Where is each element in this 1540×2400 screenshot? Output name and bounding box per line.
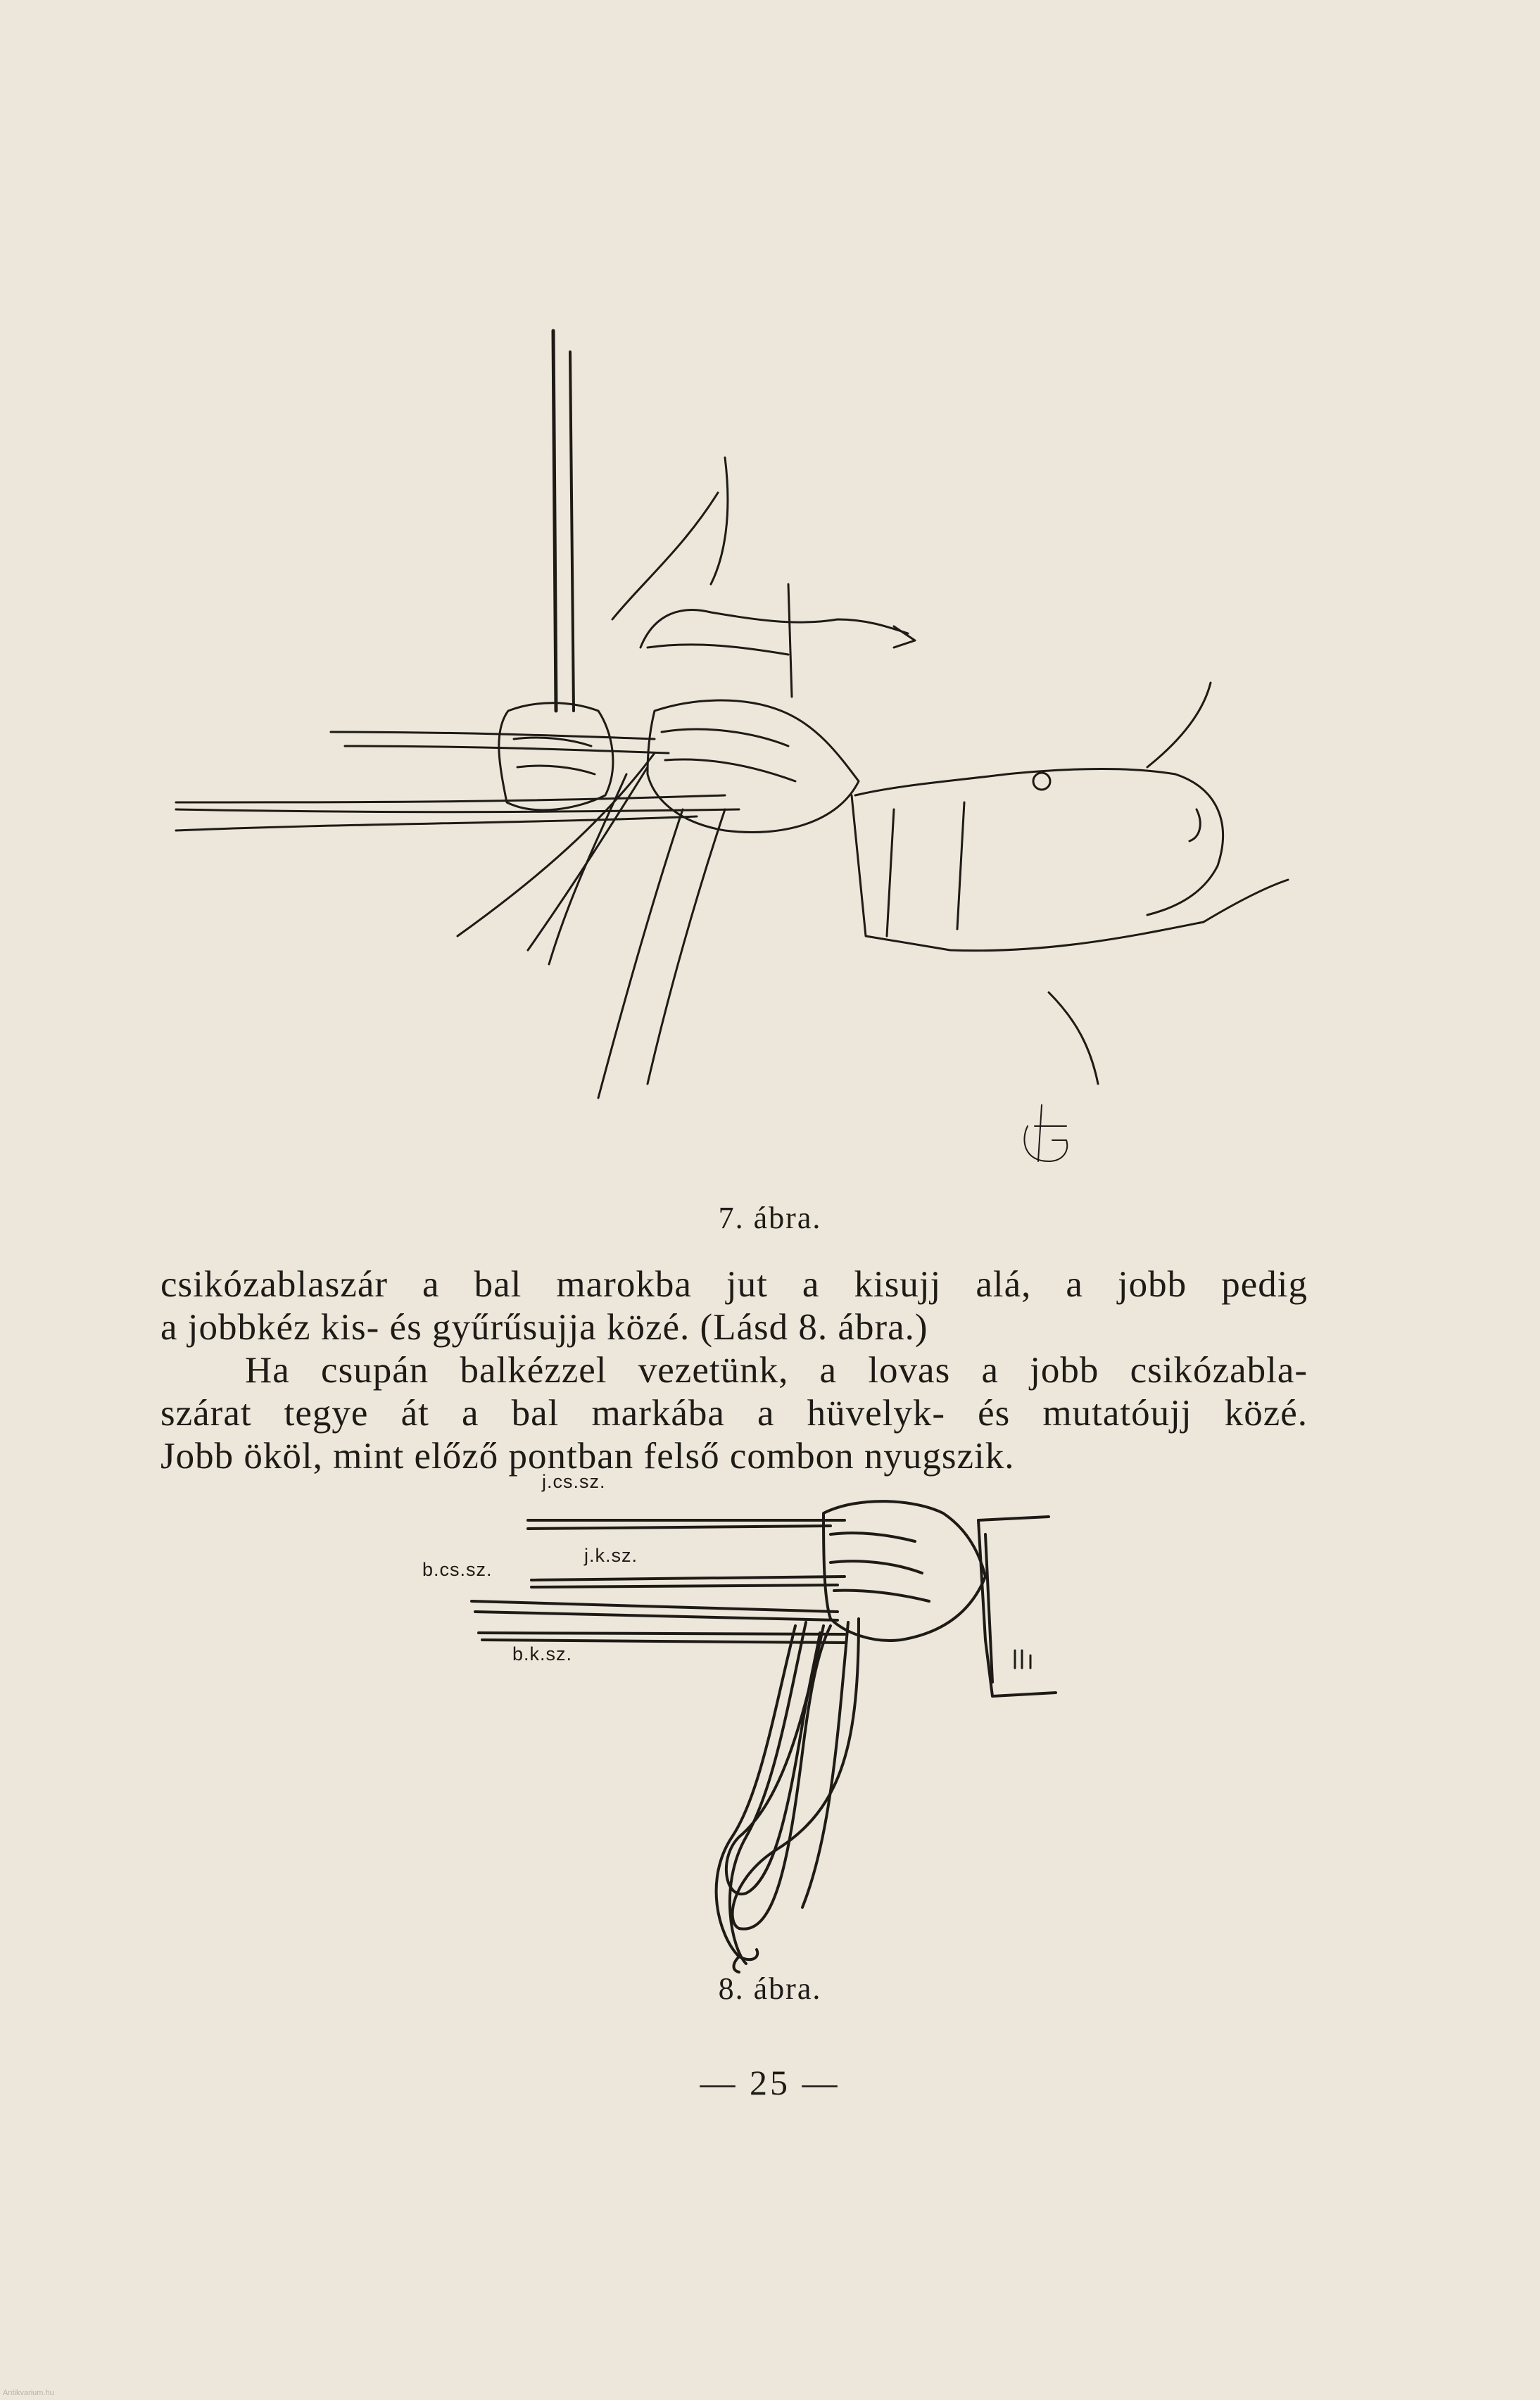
body-text-line: csikózablaszár a bal marokba jut a kisujj alá, a jobb pedig: [160, 1264, 1308, 1305]
figure-7-caption: 7. ábra.: [718, 1201, 822, 1235]
body-text-line: szárat tegye át a bal markába a hüvelyk- és mutatóujj közé.: [160, 1393, 1308, 1434]
label-bksz: b.k.sz.: [512, 1643, 573, 1665]
label-jcssz: j.cs.sz.: [542, 1471, 606, 1492]
body-text-line: Jobb ököl, mint előző pontban felső combon nyugszik.: [160, 1436, 1015, 1477]
body-text-line: Ha csupán balkézzel vezetünk, a lovas a jobb csikózabla-: [245, 1350, 1308, 1391]
watermark: Antikvarium.hu: [3, 2389, 54, 2397]
label-jksz: j.k.sz.: [584, 1545, 638, 1566]
label-bcssz: b.cs.sz.: [422, 1559, 493, 1580]
page-number: — 25 —: [700, 2063, 840, 2102]
body-text-line: a jobbkéz kis- és gyűrűsujja közé. (Lásd 8. ábra.): [160, 1307, 928, 1348]
figure-8-caption: 8. ábra.: [718, 1971, 822, 2006]
figure-7-illustration: [162, 317, 1316, 1189]
body-text: [160, 1263, 1308, 1478]
figure-8-illustration: [408, 1471, 1084, 1978]
